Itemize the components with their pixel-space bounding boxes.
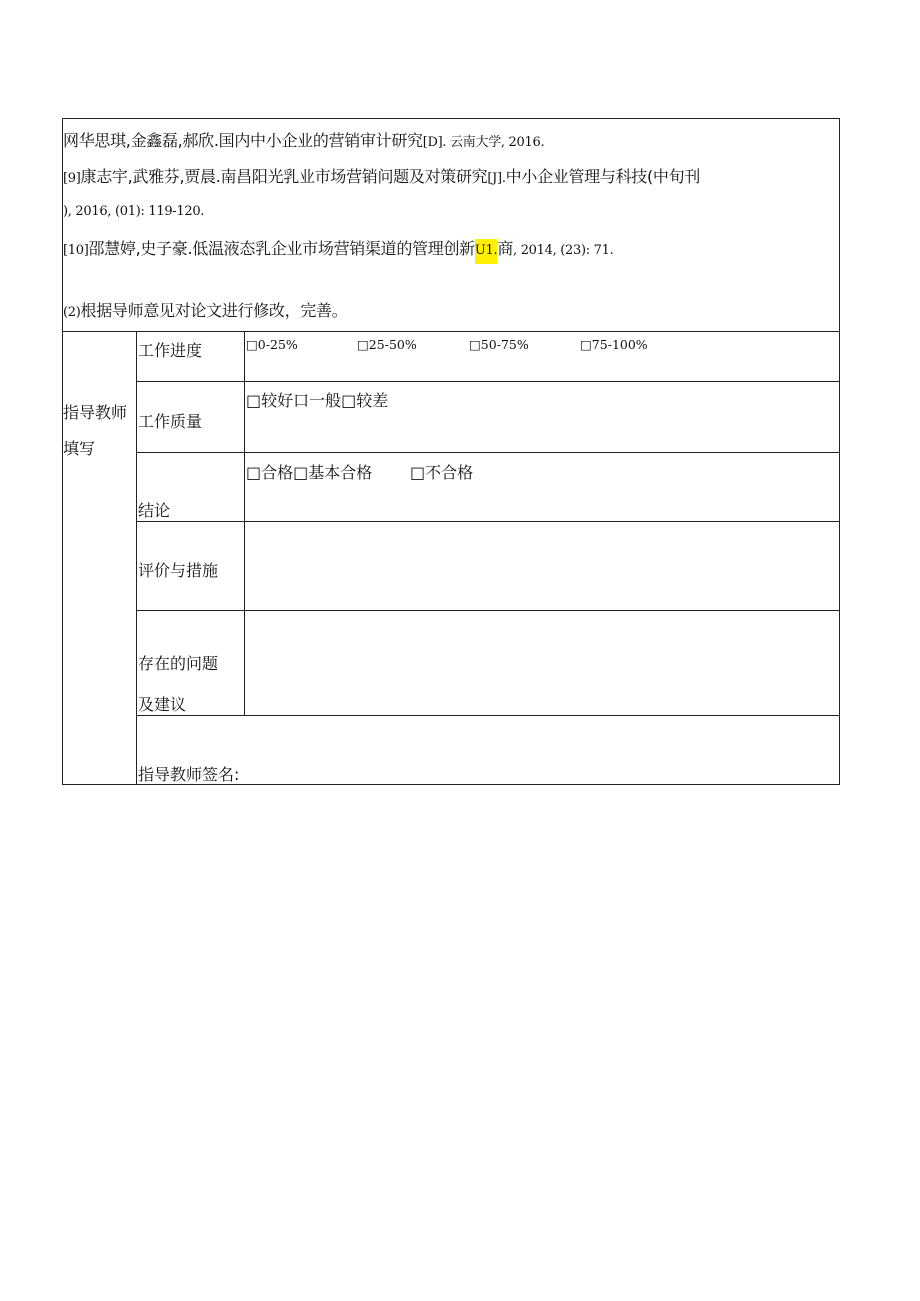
- issues-label-line-1: 存在的问题: [138, 654, 219, 673]
- reference-9-journal: 中小企业管理与科技(中旬刊: [505, 167, 701, 186]
- issues-label-line-2: 及建议: [138, 695, 187, 714]
- revision-note-number: (2): [63, 305, 81, 320]
- conclusion-options[interactable]: □合格□基本合格: [246, 463, 373, 482]
- progress-option-0-25[interactable]: □0-25%: [246, 337, 298, 352]
- evaluation-field[interactable]: [245, 522, 839, 609]
- reference-9-pages: ), 2016, (01): 119-120.: [63, 204, 205, 219]
- reference-10-journal: 商: [497, 239, 514, 258]
- quality-options[interactable]: □较好口一般□较差: [246, 391, 389, 410]
- reference-10-text: 邵慧婷,史子豪.低温液态乳企业市场营销渠道的管理创新: [88, 239, 475, 258]
- reference-8-text: 网华思琪,金鑫磊,郝欣.国内中小企业的营销审计研究: [63, 131, 423, 150]
- reference-line-10: [63, 236, 613, 259]
- reference-9-type: [J].: [487, 171, 506, 186]
- conclusion-label: 结论: [138, 501, 171, 520]
- quality-label: 工作质量: [138, 412, 203, 431]
- revision-note: [63, 298, 347, 321]
- highlighted-text: U1.: [475, 239, 497, 264]
- revision-note-text: 根据导师意见对论文进行修改，完善。: [80, 301, 348, 320]
- reference-line-8: [63, 128, 544, 151]
- progress-label: 工作进度: [138, 341, 203, 360]
- row-divider-2: [136, 452, 840, 453]
- reference-8-tail: [D]. 云南大学, 2016.: [422, 135, 545, 150]
- reference-9-text: 康志宇,武雅芬,贾晨.南昌阳光乳业市场营销问题及对策研究: [80, 167, 488, 186]
- section-label-line-2: 填写: [63, 439, 96, 458]
- reference-line-9: [63, 164, 700, 187]
- references-section: [62, 118, 840, 332]
- issues-field[interactable]: [245, 611, 839, 714]
- reference-10-tail: , 2014, (23): 71.: [513, 243, 614, 258]
- conclusion-option-fail[interactable]: □不合格: [410, 463, 474, 482]
- progress-option-25-50[interactable]: □25-50%: [357, 337, 417, 352]
- progress-option-75-100[interactable]: □75-100%: [580, 337, 648, 352]
- progress-option-50-75[interactable]: □50-75%: [469, 337, 529, 352]
- signature-label: 指导教师签名:: [138, 765, 240, 784]
- reference-10-number: [10]: [63, 243, 89, 258]
- reference-line-9-cont: [63, 200, 204, 219]
- section-label-line-1: 指导教师: [63, 403, 128, 422]
- reference-9-number: [9]: [63, 171, 81, 186]
- evaluation-label: 评价与措施: [138, 561, 219, 580]
- grid-divider-left: [136, 332, 137, 785]
- row-divider-1: [136, 381, 840, 382]
- row-divider-5: [136, 715, 840, 716]
